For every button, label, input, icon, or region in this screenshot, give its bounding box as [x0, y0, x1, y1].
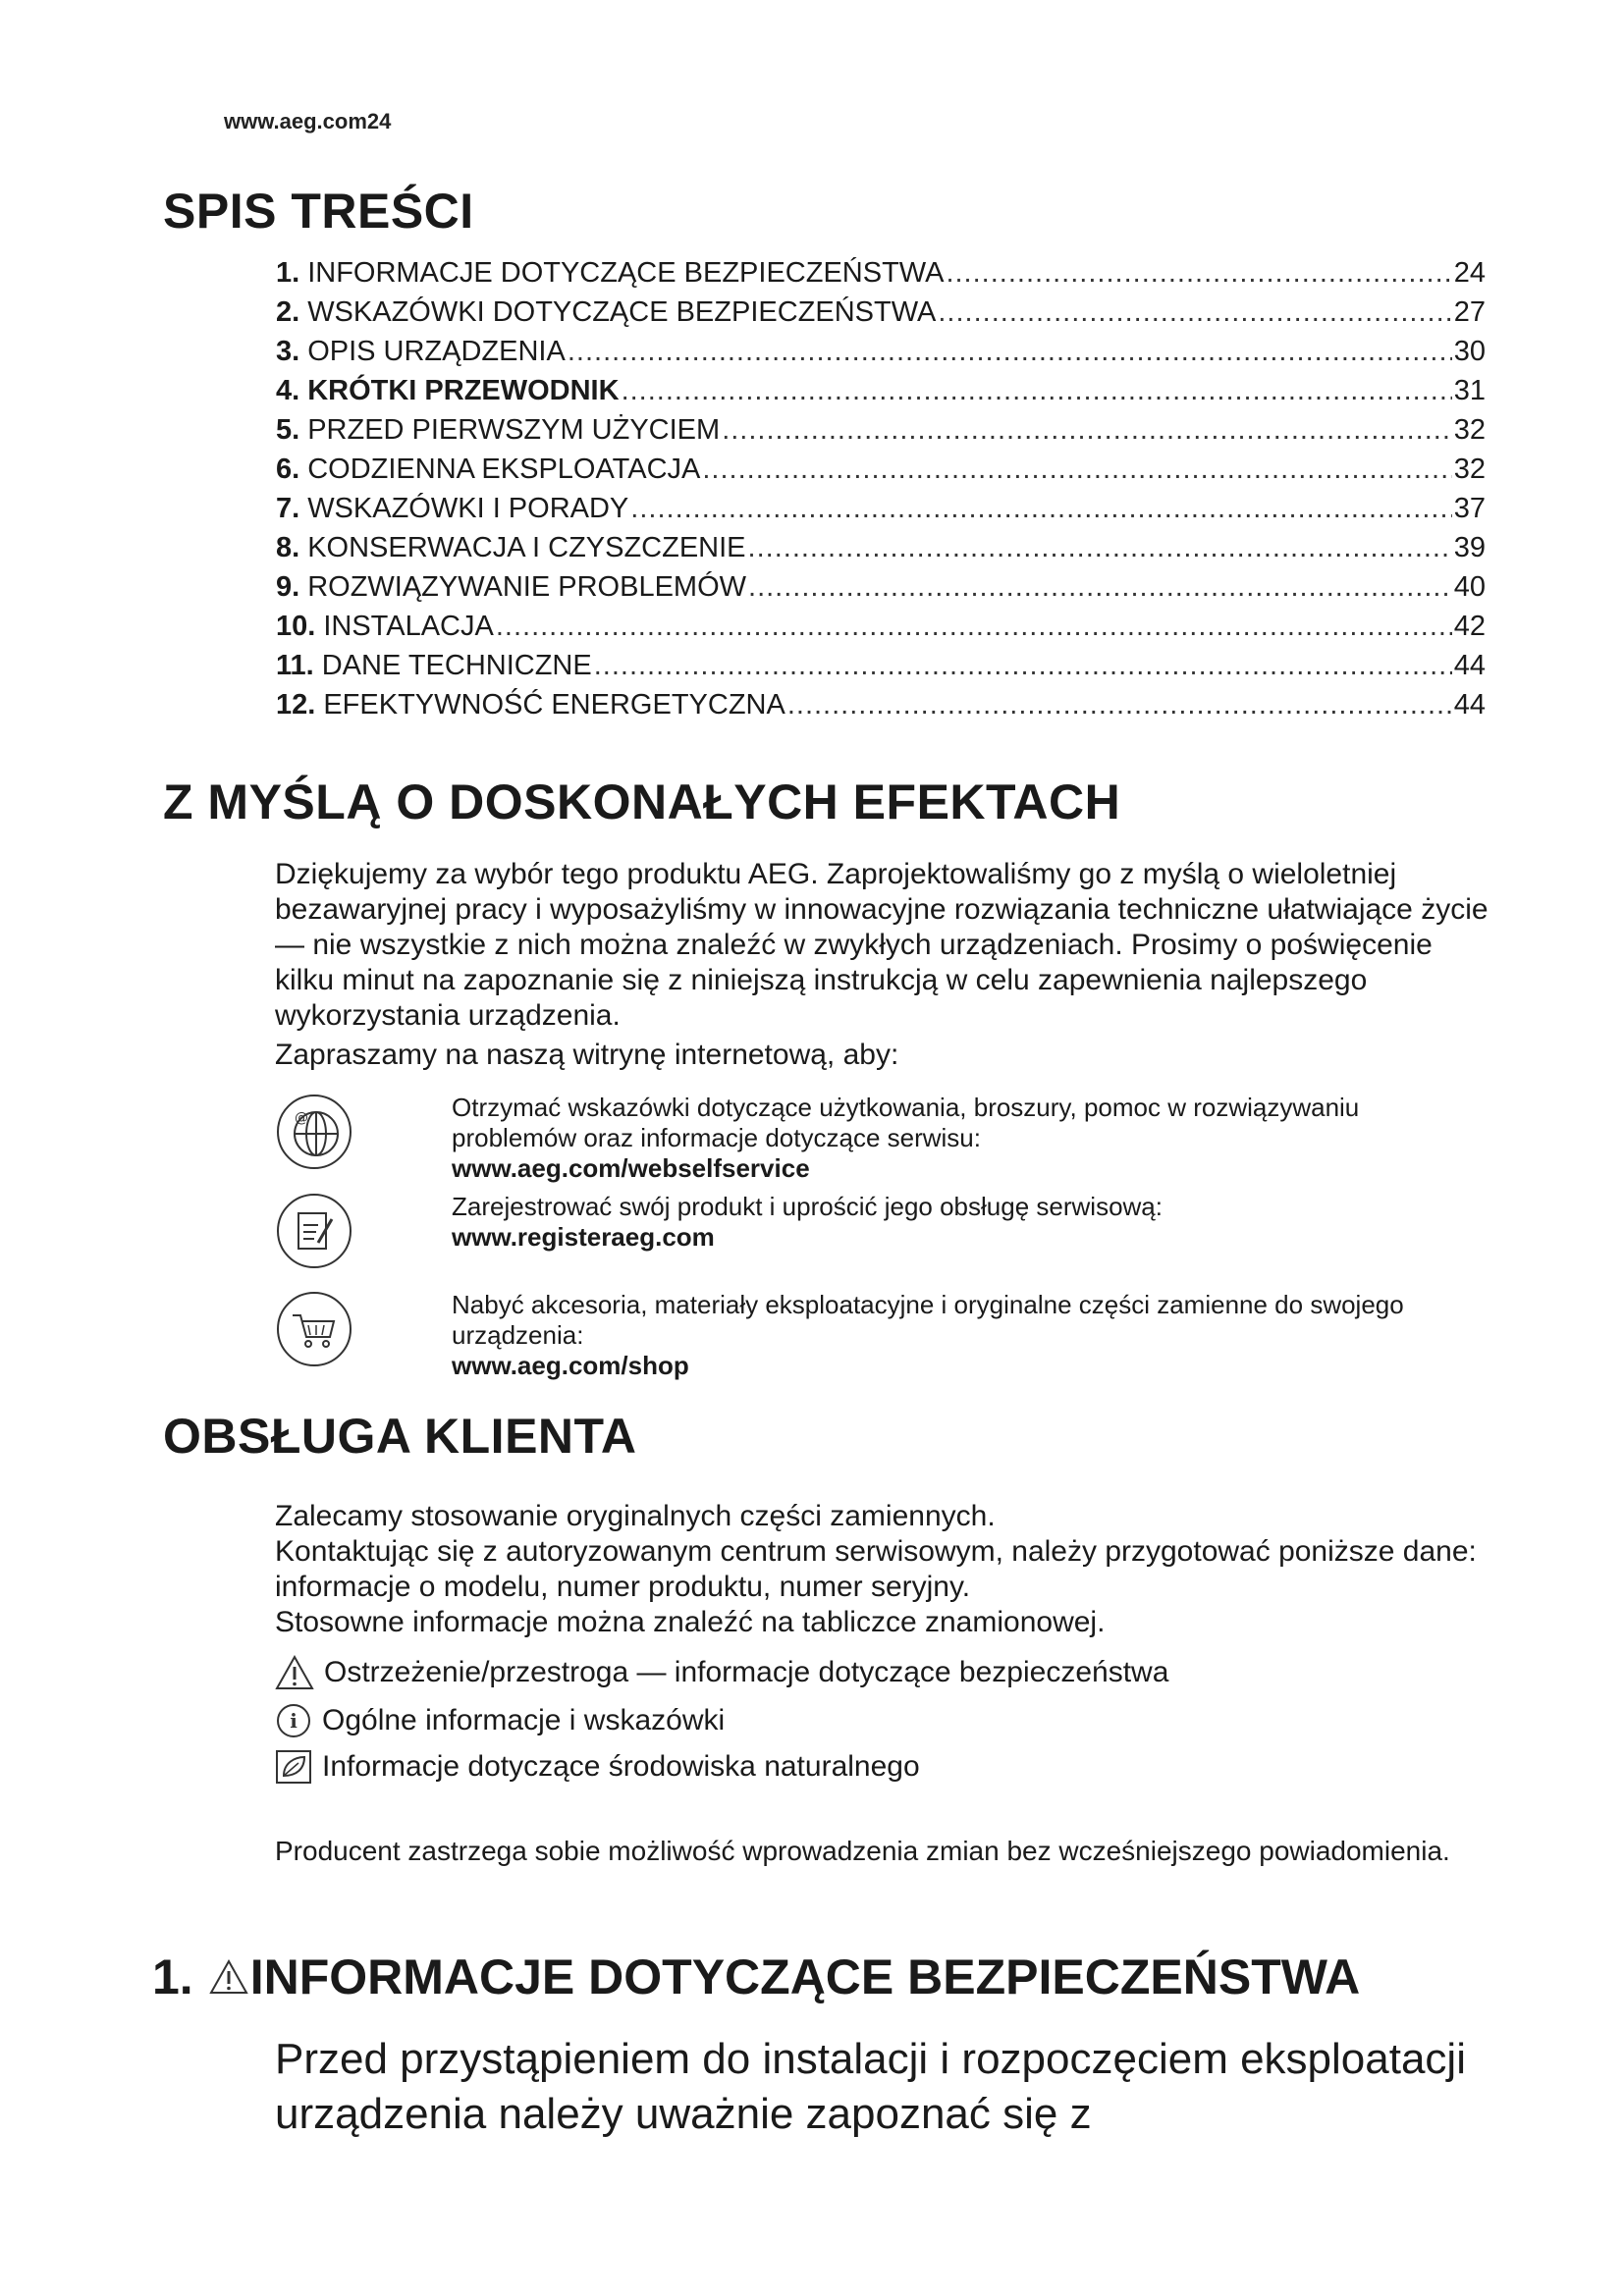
page-header-url: www.aeg.com24: [224, 109, 392, 133]
legend-info: [275, 1702, 725, 1739]
toc-item[interactable]: 2. WSKAZÓWKI DOTYCZĄCE BEZPIECZEŃSTWA ..... 27: [276, 296, 1486, 336]
section-title: INFORMACJE DOTYCZĄCE BEZPIECZEŃSTWA: [249, 1949, 1361, 2004]
web-item-text: Nabyć akcesoria, materiały eksploatacyjne i oryginalne części zamienne do swojego urządzenia:: [452, 1290, 1404, 1350]
environment-icon: [275, 1749, 312, 1785]
registeraeg-link[interactable]: www.registeraeg.com: [452, 1222, 715, 1252]
warning-icon: [275, 1655, 314, 1690]
legend-environment: [275, 1749, 920, 1785]
service-line-3: Stosowne informacje można znaleźć na tabliczce znamionowej.: [275, 1606, 1106, 1638]
toc-item[interactable]: 9. ROZWIĄZYWANIE PROBLEMÓW ..... 40: [276, 571, 1486, 611]
toc-item[interactable]: 7. WSKAZÓWKI I PORADY ..... 37: [276, 493, 1486, 532]
section-1-lead: Przed przystąpieniem do instalacji i rozpoczęciem eksploatacji urządzenia należy uważnie zapoznać się z: [275, 2035, 1466, 2138]
warning-icon: [209, 1959, 248, 1995]
section-number: 1.: [152, 1949, 193, 2004]
intro-title: Z MYŚLĄ O DOSKONAŁYCH EFEKTACH: [163, 774, 1121, 829]
service-line-2: Kontaktując się z autoryzowanym centrum serwisowym, należy przygotować poniższe dane: informacje o modelu, numer produktu, numer seryjny.: [275, 1535, 1477, 1603]
table-of-contents: [276, 257, 1486, 728]
toc-item[interactable]: 4. KRÓTKI PRZEWODNIK ..... 31: [276, 375, 1486, 414]
legend-text: Ogólne informacje i wskazówki: [322, 1704, 726, 1736]
svg-text:i: i: [290, 1709, 298, 1733]
disclaimer: Producent zastrzega sobie możliwość wprowadzenia zmian bez wcześniejszego powiadomienia.: [275, 1836, 1450, 1866]
svg-text:@: @: [295, 1110, 308, 1126]
toc-item[interactable]: 1. INFORMACJE DOTYCZĄCE BEZPIECZEŃSTWA ..... 24: [276, 257, 1486, 296]
globe-icon: [275, 1093, 353, 1171]
legend-warning: [275, 1655, 1168, 1690]
web-item-text: Otrzymać wskazówki dotyczące użytkowania, broszury, pomoc w rozwiązywaniu problemów oraz informacje dotyczące serwisu:: [452, 1093, 1360, 1152]
cart-icon: [275, 1290, 353, 1368]
register-icon: [275, 1192, 353, 1270]
toc-item[interactable]: 3. OPIS URZĄDZENIA ..... 30: [276, 336, 1486, 375]
webselfservice-link[interactable]: www.aeg.com/webselfservice: [452, 1153, 810, 1183]
info-icon: [275, 1702, 312, 1739]
intro-invite: Zapraszamy na naszą witrynę internetową, aby:: [275, 1039, 899, 1071]
toc-item[interactable]: 10. INSTALACJA ..... 42: [276, 611, 1486, 650]
toc-item[interactable]: 6. CODZIENNA EKSPLOATACJA ..... 32: [276, 454, 1486, 493]
legend-text: Ostrzeżenie/przestroga — informacje dotyczące bezpieczeństwa: [324, 1656, 1169, 1688]
service-title: OBSŁUGA KLIENTA: [163, 1409, 637, 1464]
toc-item[interactable]: 12. EFEKTYWNOŚĆ ENERGETYCZNA ..... 44: [276, 689, 1486, 728]
toc-item[interactable]: 11. DANE TECHNICZNE ..... 44: [276, 650, 1486, 689]
section-1-heading: [152, 1949, 1360, 2005]
toc-item[interactable]: 5. PRZED PIERWSZYM UŻYCIEM ..... 32: [276, 414, 1486, 454]
service-line-1: Zalecamy stosowanie oryginalnych części zamiennych.: [275, 1500, 996, 1532]
legend-text: Informacje dotyczące środowiska naturalnego: [322, 1750, 920, 1783]
toc-title: SPIS TREŚCI: [163, 184, 474, 239]
toc-item[interactable]: 8. KONSERWACJA I CZYSZCZENIE ..... 39: [276, 532, 1486, 571]
intro-paragraph: Dziękujemy za wybór tego produktu AEG. Zaprojektowaliśmy go z myślą o wieloletniej bezawaryjnej pracy i wyposażyliśmy w innowacyjne rozwiązania techniczne ułatwiające życie — nie wszystkie z nich można znaleźć w zwykłych urządzeniach. Prosimy o poświęcenie kilku minut na zapoznanie się z niniejszą instrukcją w celu zapewnienia najlepszego wykorzystania urządzenia.: [275, 858, 1489, 1032]
shop-link[interactable]: www.aeg.com/shop: [452, 1351, 689, 1380]
web-item-text: Zarejestrować swój produkt i uprościć jego obsługę serwisową:: [452, 1192, 1163, 1221]
